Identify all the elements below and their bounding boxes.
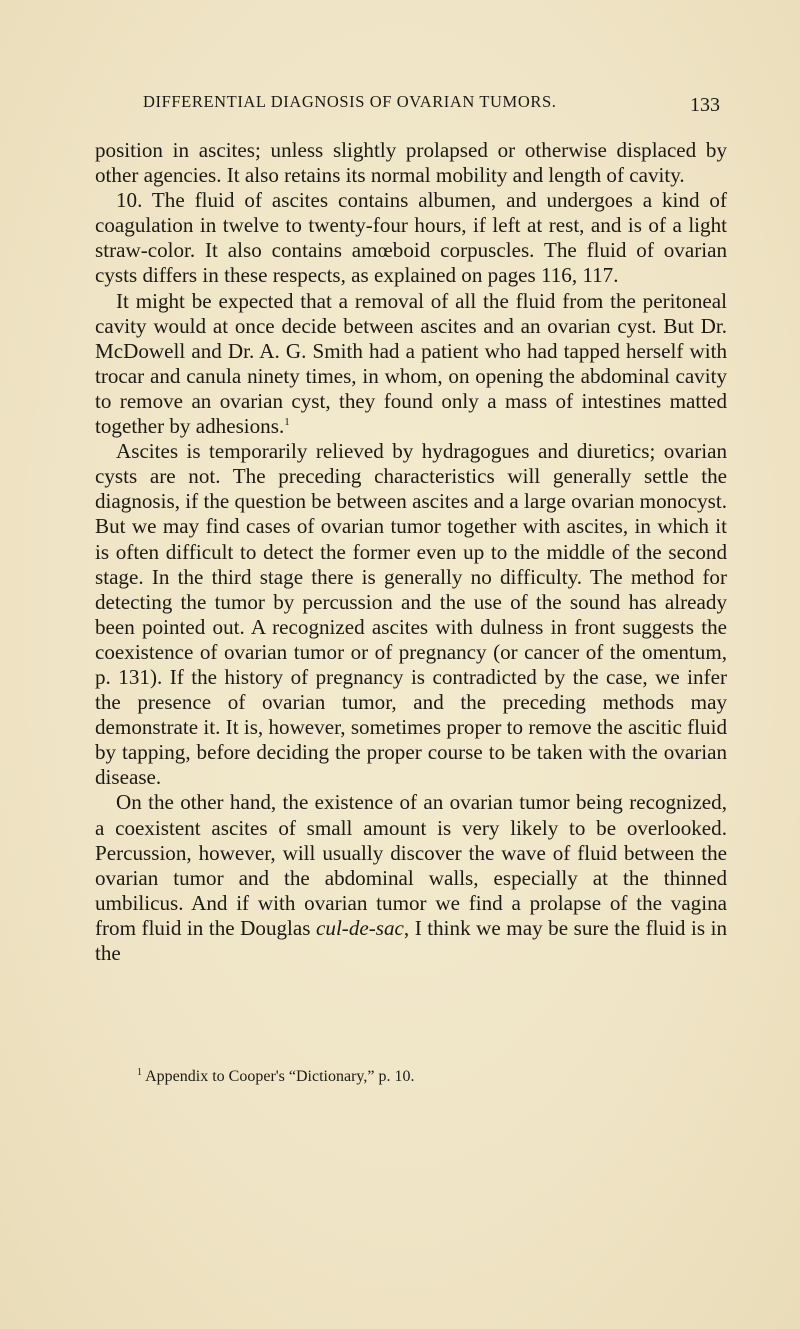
paragraph-continuation (95, 138, 727, 188)
footnote-marker: 1 (137, 1067, 142, 1078)
page-header (0, 92, 800, 122)
paragraph-ascites-relief (95, 439, 727, 790)
footnote-reference: 1 (284, 416, 290, 429)
footnote-text: Appendix to Cooper's “Dictionary,” p. 10. (145, 1068, 415, 1085)
paragraph-ascites-fluid (95, 188, 727, 288)
paragraph-text: 10. The fluid of ascites contains albumen, and undergoes a kind of coagulation in twelve to twenty-four hours, if left at rest, and is of a light straw-color. It also contains amœboid corpuscles. The fluid of ovarian cysts differs in these respects, as explained on pages 116, 117. (95, 188, 727, 288)
italic-term: cul-de-sac (316, 915, 404, 940)
paragraph-text: position in ascites; unless slightly prolapsed or otherwise displaced by other agencies. It also retains its normal mobility and length of cavity. (95, 138, 727, 188)
paragraph-other-hand (95, 790, 727, 966)
paragraph-text: , I think we may be sure the fluid is in the (95, 915, 727, 965)
paragraph-text: It might be expected that a removal of all the fluid from the peritoneal cavity would at once decide between ascites and an ovarian cyst. But Dr. McDowell and Dr. A. G. Smith had a patient who had tapped herself with trocar and canula ninety times, in whom, on opening the abdominal cavity to remove an ovarian cyst, they found only a mass of intestines matted together by adhesions. (95, 288, 727, 439)
paragraph-removal-of-fluid (95, 289, 727, 440)
paragraph-text: On the other hand, the existence of an ovarian tumor being recognized, a coexistent ascites of small amount is very likely to be overlooked. Percussion, however, will usually discover the wave of fluid between the ovarian tumor and the abdominal walls, especially at the thinned umbilicus. And if with ovarian tumor we find a prolapse of the vagina from fluid in the Douglas (95, 790, 727, 940)
body-text (95, 138, 727, 966)
paragraph-text: Ascites is temporarily relieved by hydragogues and diuretics; ovarian cysts are not. The preceding characteristics will generally settle the diagnosis, if the question be between ascites and a large ovarian monocyst. But we may find cases of ovarian tumor together with ascites, in which it is often difficult to detect the former even up to the middle of the second stage. In the third stage there is generally no difficulty. The method for detecting the tumor by percussion and the use of the sound has already been pointed out. A recognized ascites with dulness in front suggests the coexistence of ovarian tumor or of pregnancy (or cancer of the omentum, p. 131). If the history of pregnancy is contradicted by the case, we infer the presence of ovarian tumor, and the preceding methods may demonstrate it. It is, however, sometimes proper to remove the ascitic fluid by tapping, before deciding the proper course to be taken with the ovarian disease. (95, 439, 727, 790)
page-number: 133 (690, 94, 720, 116)
running-head: DIFFERENTIAL DIAGNOSIS OF OVARIAN TUMORS. (143, 92, 557, 111)
footnote (137, 1067, 737, 1087)
